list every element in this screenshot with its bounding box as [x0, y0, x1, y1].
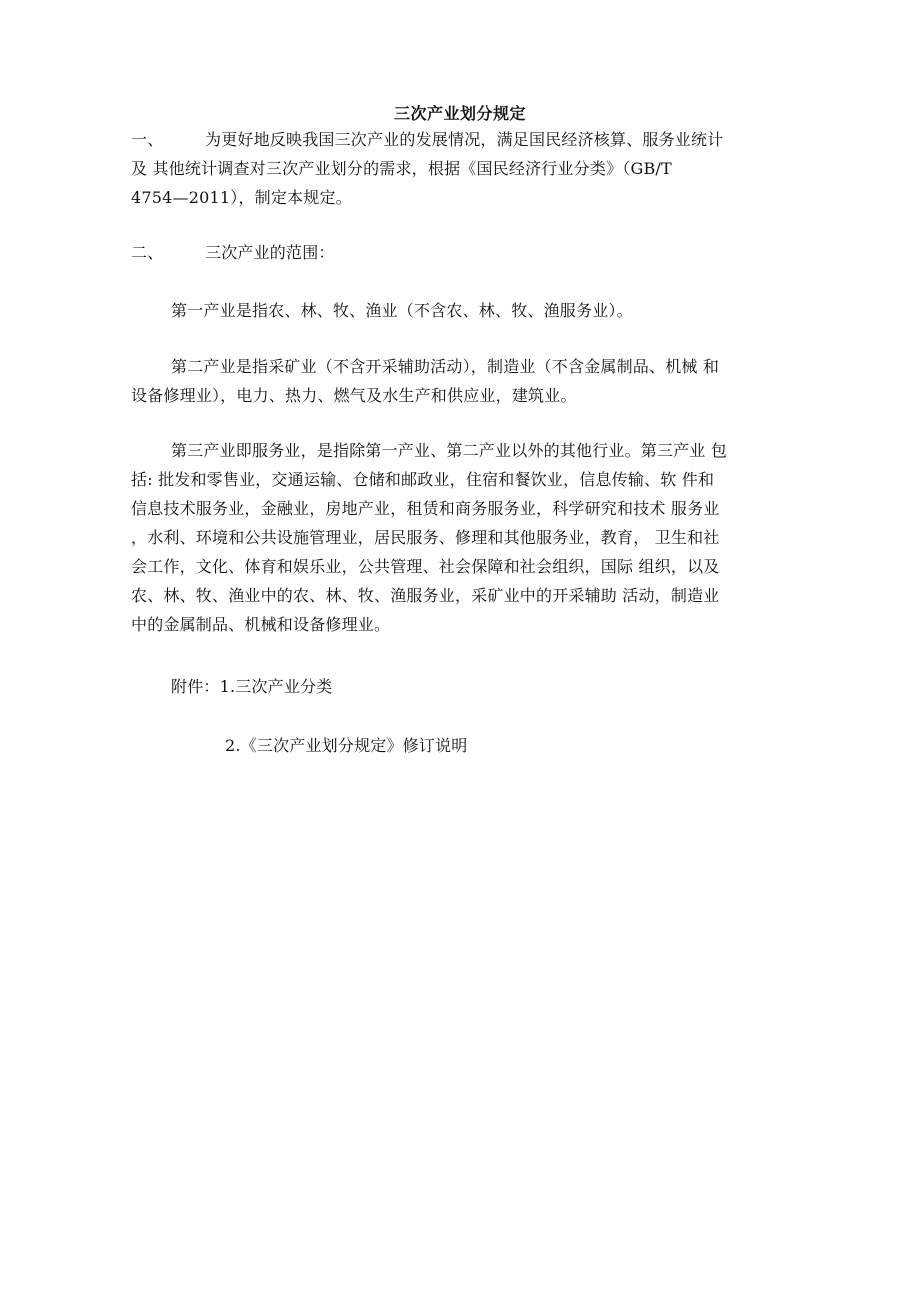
tertiary-line-6: 农、林、牧、渔业中的农、林、牧、渔服务业，采矿业中的开采辅助 活动，制造业	[131, 586, 720, 605]
section-1-line-3: 4754—2011），制定本规定。	[131, 188, 352, 207]
attachment-2	[131, 731, 801, 760]
tertiary-line-1: 第三产业即服务业，是指除第一产业、第二产业以外的其他行业。第三产业 包	[171, 441, 728, 460]
tertiary-industry-paragraph	[131, 436, 801, 639]
primary-industry-paragraph	[131, 296, 801, 325]
section-2	[131, 238, 801, 267]
section-1-number: 一、	[131, 130, 164, 149]
tertiary-line-5: 会工作，文化、体育和娱乐业，公共管理、社会保障和社会组织，国际 组织，以及	[131, 557, 720, 576]
attachment-2-text: 2.《三次产业划分规定》修订说明	[225, 736, 468, 755]
tertiary-line-2: 括: 批发和零售业，交通运输、仓储和邮政业，住宿和餐饮业，信息传输、软 件和	[131, 470, 715, 489]
secondary-industry-paragraph	[131, 352, 801, 410]
section-1-line-1: 为更好地反映我国三次产业的发展情况，满足国民经济核算、服务业统计	[205, 130, 724, 149]
attachment-1	[131, 672, 801, 701]
document-title: 三次产业划分规定	[393, 104, 526, 123]
section-1	[131, 125, 801, 212]
primary-line-1: 第一产业是指农、林、牧、渔业（不含农、林、牧、渔服务业）。	[171, 301, 633, 320]
tertiary-line-4: ，水利、环境和公共设施管理业，居民服务、修理和其他服务业，教育， 卫生和社	[131, 528, 720, 547]
section-1-line-2: 及 其他统计调查对三次产业划分的需求，根据《国民经济行业分类》（GB/T	[131, 159, 672, 178]
attachment-1-text: 附件：1.三次产业分类	[171, 677, 333, 696]
section-2-number: 二、	[131, 243, 164, 262]
secondary-line-1: 第二产业是指采矿业（不含开采辅助活动），制造业（不含金属制品、机械 和	[171, 357, 720, 376]
section-2-heading: 三次产业的范围：	[205, 243, 335, 262]
secondary-line-2: 设备修理业），电力、热力、燃气及水生产和供应业，建筑业。	[131, 386, 577, 405]
tertiary-line-7: 中的金属制品、机械和设备修理业。	[131, 615, 391, 634]
tertiary-line-3: 信息技术服务业，金融业，房地产业，租赁和商务服务业，科学研究和技术 服务业	[131, 499, 720, 518]
